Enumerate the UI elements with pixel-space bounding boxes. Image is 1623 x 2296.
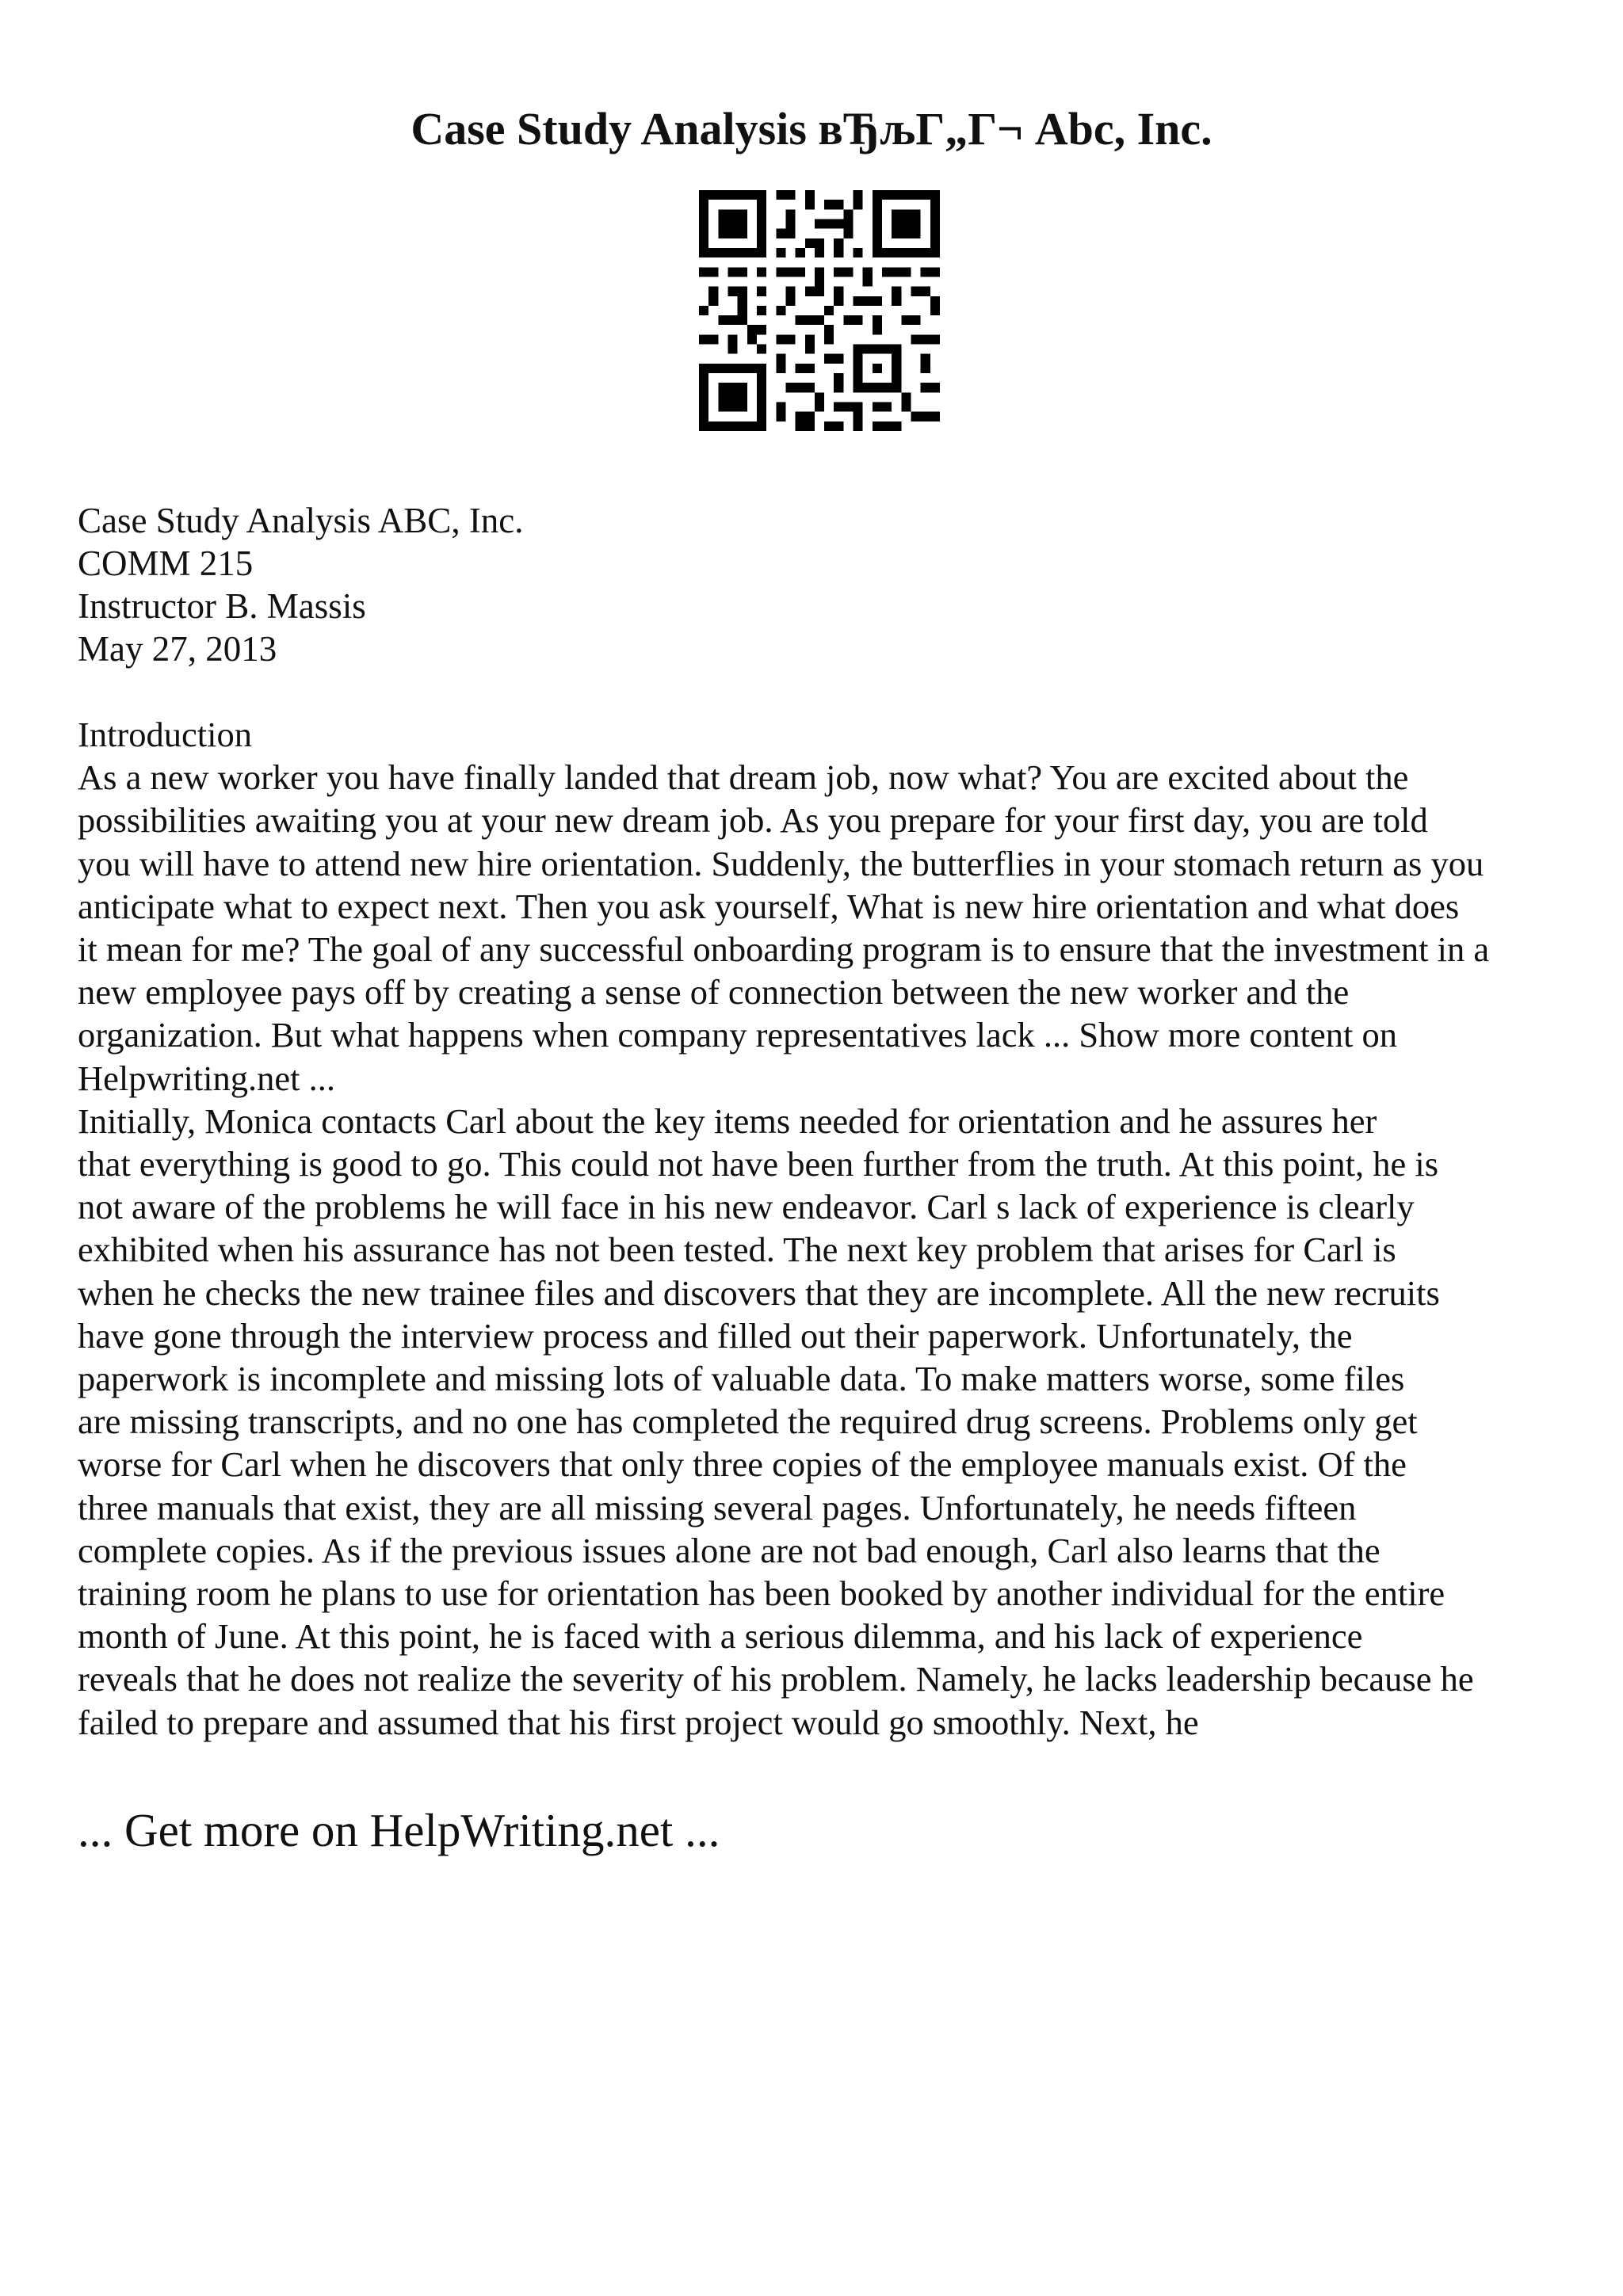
body-line: month of June. At this point, he is faced with a serious dilemma, and his lack of experience bbox=[78, 1616, 1363, 1657]
body-line: Helpwriting.net ... bbox=[78, 1058, 336, 1098]
meta-line-instructor: Instructor B. Massis bbox=[78, 586, 366, 626]
body-line: not aware of the problems he will face in his new endeavor. Carl s lack of experience is clearly bbox=[78, 1187, 1415, 1227]
meta-line-course-code: COMM 215 bbox=[78, 543, 254, 583]
body-line: when he checks the new trainee files and discovers that they are incomplete. All the new recruits bbox=[78, 1272, 1440, 1313]
body-line: that everything is good to go. This could not have been further from the truth. At this point, he is bbox=[78, 1144, 1439, 1184]
body-line: organization. But what happens when company representatives lack ... Show more content on bbox=[78, 1015, 1398, 1055]
body-line: new employee pays off by creating a sense of connection between the new worker and the bbox=[78, 972, 1350, 1013]
body-line: complete copies. As if the previous issues alone are not bad enough, Carl also learns that the bbox=[78, 1530, 1381, 1570]
body-line: three manuals that exist, they are all missing several pages. Unfortunately, he needs fifteen bbox=[78, 1487, 1357, 1527]
body-line: are missing transcripts, and no one has completed the required drug screens. Problems only get bbox=[78, 1402, 1418, 1442]
body-line: training room he plans to use for orientation has been booked by another individual for the entire bbox=[78, 1573, 1445, 1614]
body-line: anticipate what to expect next. Then you ask yourself, What is new hire orientation and what does bbox=[78, 886, 1460, 926]
body-line: reveals that he does not realize the severity of his problem. Namely, he lacks leadership because he bbox=[78, 1659, 1474, 1699]
body-line: paperwork is incomplete and missing lots of valuable data. To make matters worse, some files bbox=[78, 1359, 1405, 1399]
body-line: possibilities awaiting you at your new dream job. As you prepare for your first day, you are told bbox=[78, 800, 1428, 841]
body-line: worse for Carl when he discovers that only three copies of the employee manuals exist. Of the bbox=[78, 1444, 1407, 1485]
body-line: As a new worker you have finally landed that dream job, now what? You are excited about the bbox=[78, 757, 1409, 798]
body-line: it mean for me? The goal of any successful onboarding program is to ensure that the investment in a bbox=[78, 929, 1490, 970]
get-more-link[interactable]: ... Get more on HelpWriting.net ... bbox=[78, 1804, 720, 1856]
body-line: exhibited when his assurance has not been tested. The next key problem that arises for Carl is bbox=[78, 1230, 1396, 1270]
meta-line-course-title: Case Study Analysis ABC, Inc. bbox=[78, 501, 524, 540]
body-line: Initially, Monica contacts Carl about the key items needed for orientation and he assures her bbox=[78, 1100, 1377, 1141]
body-line: you will have to attend new hire orientation. Suddenly, the butterflies in your stomach return as you bbox=[78, 843, 1484, 883]
meta-line-date: May 27, 2013 bbox=[78, 629, 277, 669]
qr-code-icon bbox=[699, 190, 940, 431]
body-line: failed to prepare and assumed that his first project would go smoothly. Next, he bbox=[78, 1702, 1199, 1742]
body-line: have gone through the interview process and filled out their paperwork. Unfortunately, the bbox=[78, 1315, 1353, 1356]
section-heading-introduction: Introduction bbox=[78, 715, 252, 754]
document-meta bbox=[78, 499, 524, 670]
document-title: Case Study Analysis вЂљГ„Г¬ Abc, Inc. bbox=[411, 103, 1212, 154]
document-body bbox=[78, 713, 1560, 1744]
